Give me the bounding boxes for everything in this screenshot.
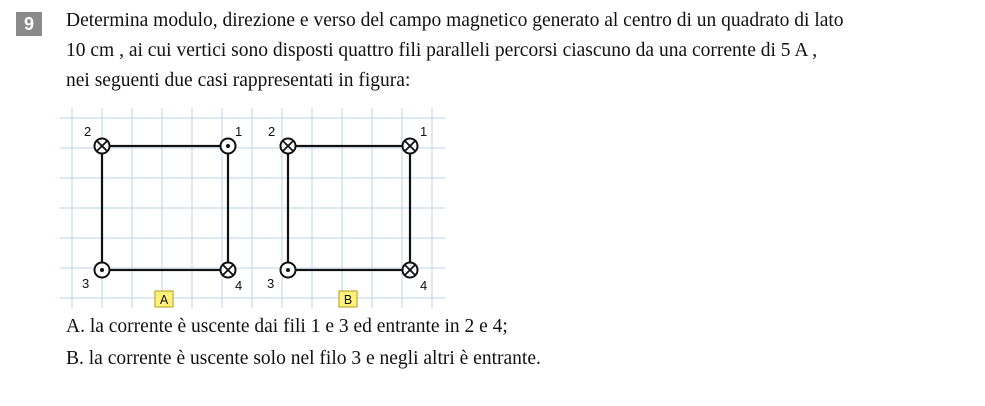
wire-a-1-out-icon <box>221 139 236 154</box>
wires-figure <box>60 108 450 308</box>
wire-b-1-in-icon <box>403 139 418 154</box>
problem-text-line-3: nei seguenti due casi rappresentati in figura: <box>66 70 411 91</box>
grid-background <box>60 108 445 308</box>
problem-text-line-2: 10 cm , ai cui vertici sono disposti quattro fili paralleli percorsi ciascuno da una corrente di 5 A , <box>66 40 818 61</box>
wire-a-1-number: 1 <box>235 124 243 139</box>
wire-b-3-number: 3 <box>267 276 275 291</box>
wire-b-2-number: 2 <box>268 124 276 139</box>
problem-text-line-1: Determina modulo, direzione e verso del campo magnetico generato al centro di un quadrato di lato <box>66 10 844 31</box>
wire-b-4-number: 4 <box>420 278 428 293</box>
case-a-text: A. la corrente è uscente dai fili 1 e 3 ed entrante in 2 e 4; <box>66 316 508 337</box>
square-b-label: B <box>343 293 353 307</box>
exercise-number-badge: 9 <box>16 12 42 36</box>
wire-a-3-number: 3 <box>82 276 90 291</box>
wire-b-4-in-icon <box>403 263 418 278</box>
wire-a-3-out-icon <box>95 263 110 278</box>
case-b-text: B. la corrente è uscente solo nel filo 3 e negli altri è entrante. <box>66 348 541 369</box>
wire-b-1-number: 1 <box>420 124 428 139</box>
wire-b-2-in-icon <box>281 139 296 154</box>
wire-b-3-out-icon <box>281 263 296 278</box>
wire-a-4-in-icon <box>221 263 236 278</box>
wire-a-2-number: 2 <box>84 124 92 139</box>
square-b <box>267 124 427 307</box>
square-a-label: A <box>159 293 169 307</box>
wire-a-4-number: 4 <box>235 278 243 293</box>
wire-a-2-in-icon <box>95 139 110 154</box>
